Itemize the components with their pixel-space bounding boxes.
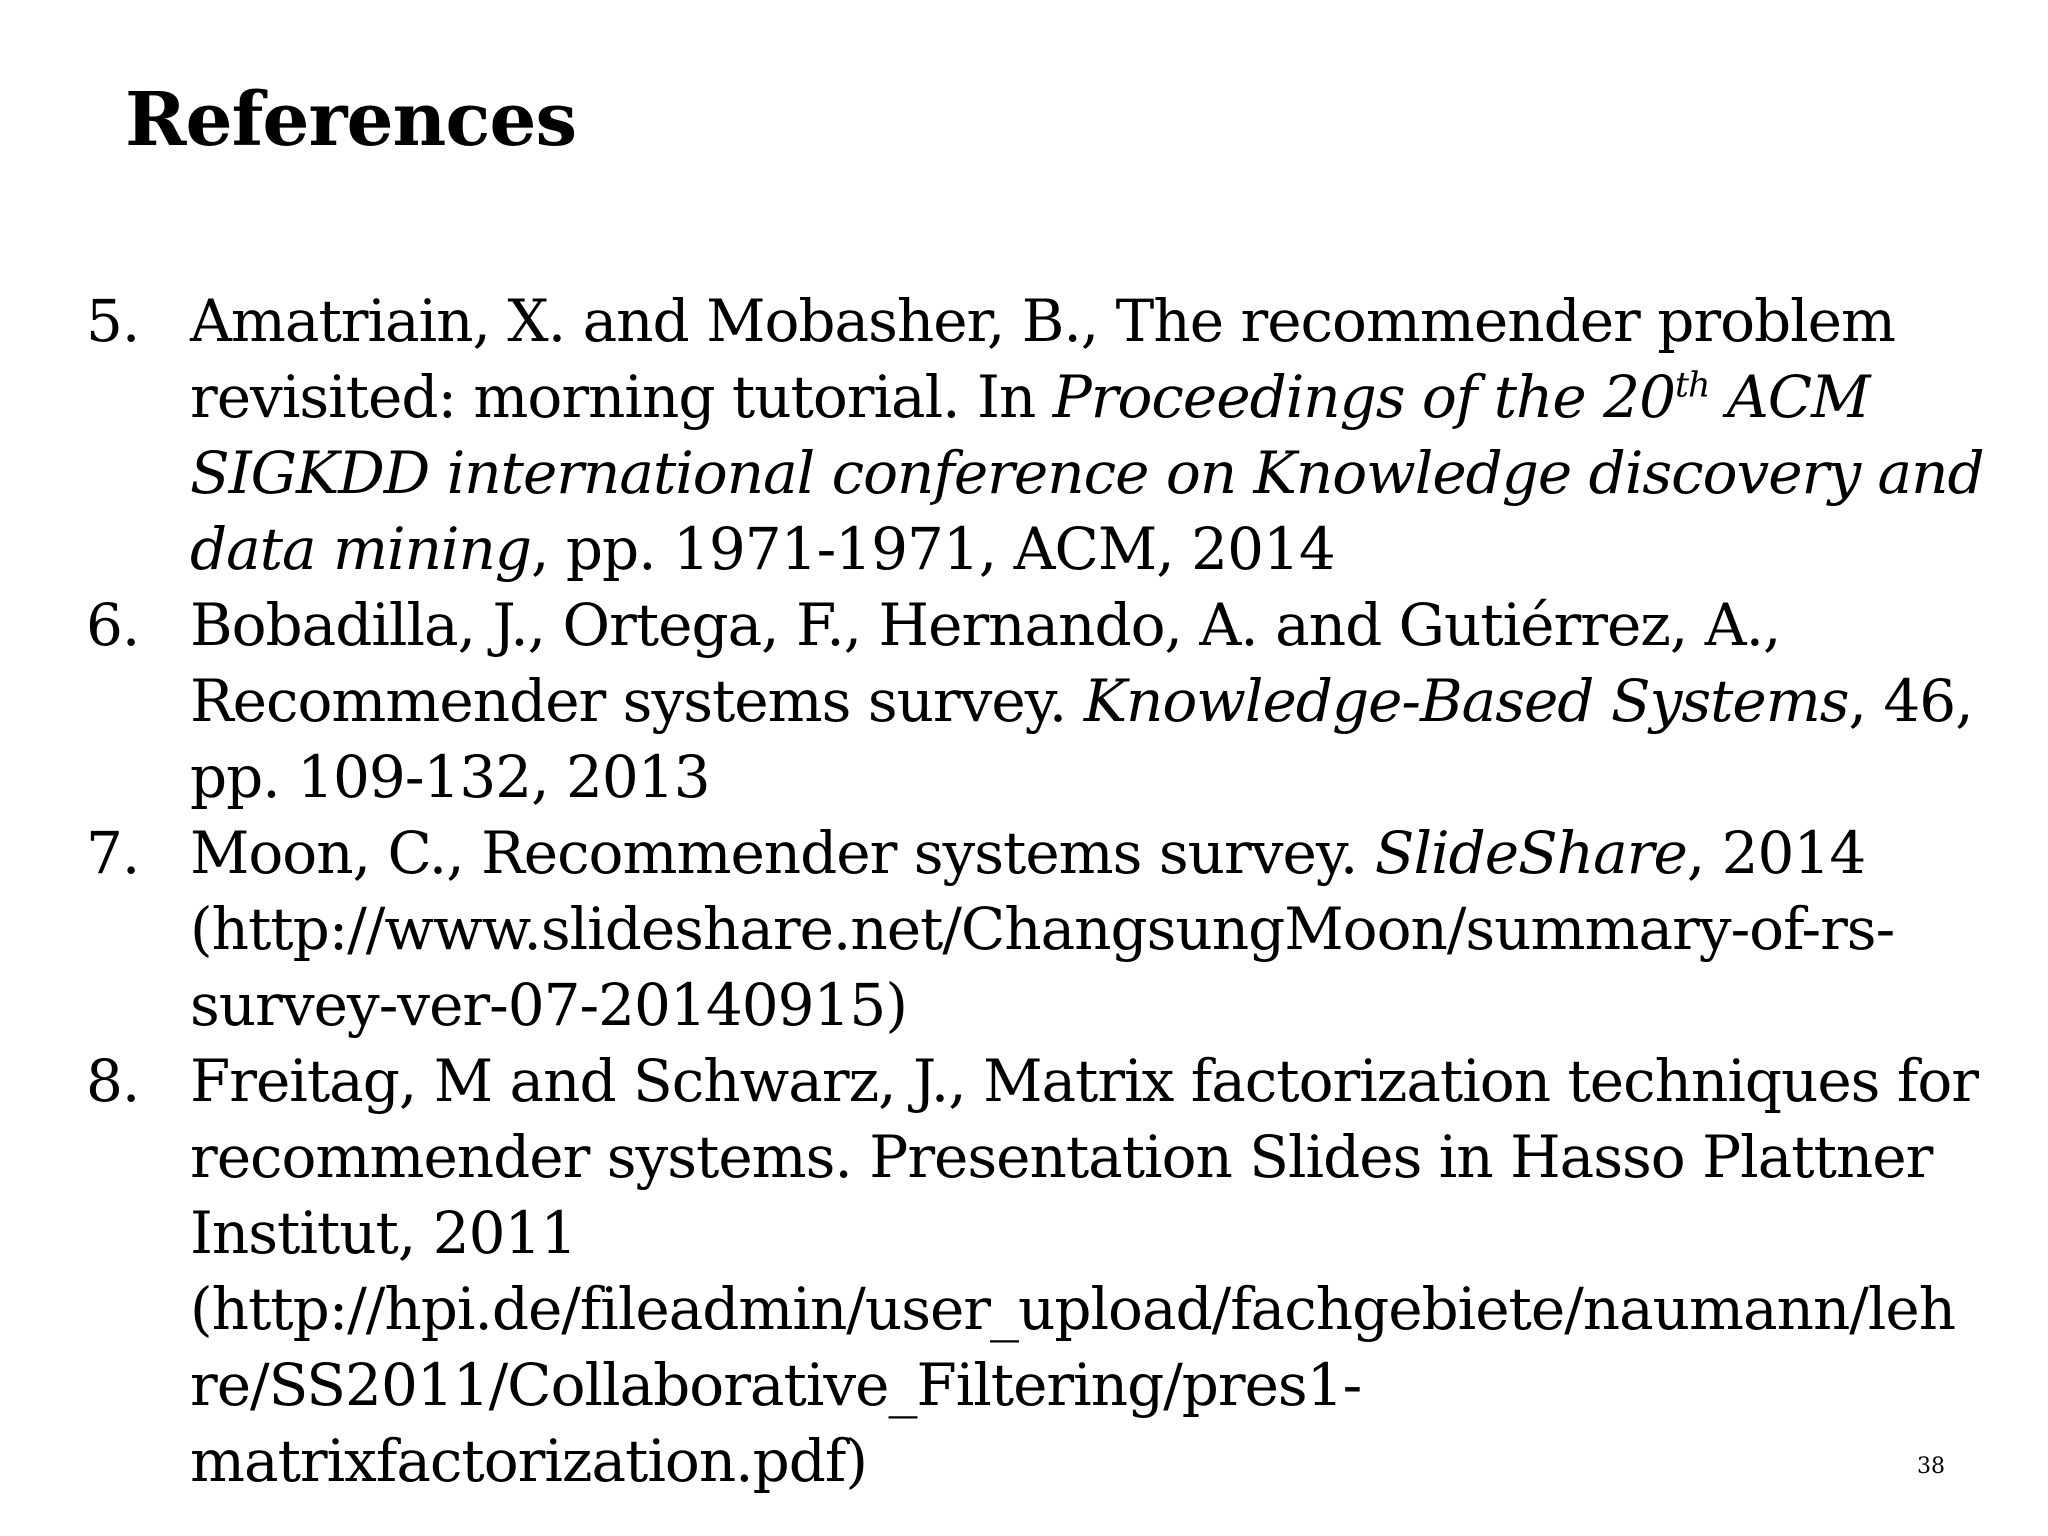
- reference-line: [190, 511, 2026, 587]
- reference-number: 8.: [86, 1047, 140, 1115]
- reference-text: SIGKDD international conference on Knowledge discovery and: [190, 439, 1984, 507]
- reference-text: Recommender systems survey.: [190, 667, 1084, 735]
- reference-number: 7.: [86, 819, 140, 887]
- reference-item: [86, 1043, 2026, 1499]
- reference-number: 6.: [86, 591, 140, 659]
- reference-line: [190, 587, 2026, 663]
- reference-text: data mining: [190, 515, 531, 583]
- slide-title: References: [125, 77, 577, 163]
- reference-line: [190, 1347, 2026, 1423]
- reference-line: [190, 359, 2026, 435]
- reference-text: Institut, 2011: [190, 1199, 577, 1267]
- reference-text: Moon, C., Recommender systems survey.: [190, 819, 1375, 887]
- reference-text: recommender systems. Presentation Slides in Hasso Plattner: [190, 1123, 1933, 1191]
- reference-line: [190, 435, 2026, 511]
- reference-text: , pp. 1971-1971, ACM, 2014: [530, 515, 1335, 583]
- reference-text: Freitag, M and Schwarz, J., Matrix factorization techniques for: [190, 1047, 1978, 1115]
- reference-text: Proceedings of the 20: [1052, 363, 1675, 431]
- reference-text: Knowledge-Based Systems: [1083, 667, 1849, 735]
- reference-text: pp. 109-132, 2013: [190, 743, 710, 811]
- reference-item: [86, 815, 2026, 1043]
- reference-line: [190, 1043, 2026, 1119]
- reference-text: SlideShare: [1374, 819, 1687, 887]
- reference-line: [190, 283, 2026, 359]
- reference-line: [190, 1119, 2026, 1195]
- reference-line: [190, 967, 2026, 1043]
- reference-text: re/SS2011/Collaborative_Filtering/pres1-: [190, 1351, 1362, 1419]
- reference-item: [86, 283, 2026, 587]
- reference-item: [86, 587, 2026, 815]
- reference-text: ACM: [1709, 363, 1870, 431]
- reference-line: [190, 663, 2026, 739]
- reference-line: [190, 815, 2026, 891]
- reference-list: [86, 283, 2026, 1499]
- reference-line: [190, 1271, 2026, 1347]
- reference-number: 5.: [86, 287, 140, 355]
- reference-text: (http://www.slideshare.net/ChangsungMoon/summary-of-rs-: [190, 895, 1895, 963]
- reference-line: [190, 1423, 2026, 1499]
- reference-line: [190, 739, 2026, 815]
- reference-text: Amatriain, X. and Mobasher, B., The recommender problem: [190, 287, 1895, 355]
- page-number: 38: [1917, 1454, 1945, 1479]
- reference-text: revisited: morning tutorial. In: [190, 363, 1053, 431]
- reference-text: (http://hpi.de/fileadmin/user_upload/fachgebiete/naumann/leh: [190, 1275, 1956, 1343]
- reference-text: survey-ver-07-20140915): [190, 971, 907, 1039]
- reference-text: , 2014: [1686, 819, 1866, 887]
- reference-text: , 46,: [1848, 667, 1973, 735]
- reference-line: [190, 1195, 2026, 1271]
- reference-text: matrixfactorization.pdf): [190, 1427, 867, 1495]
- reference-line: [190, 891, 2026, 967]
- reference-text: th: [1674, 365, 1710, 406]
- reference-text: Bobadilla, J., Ortega, F., Hernando, A. and Gutiérrez, A.,: [190, 591, 1781, 659]
